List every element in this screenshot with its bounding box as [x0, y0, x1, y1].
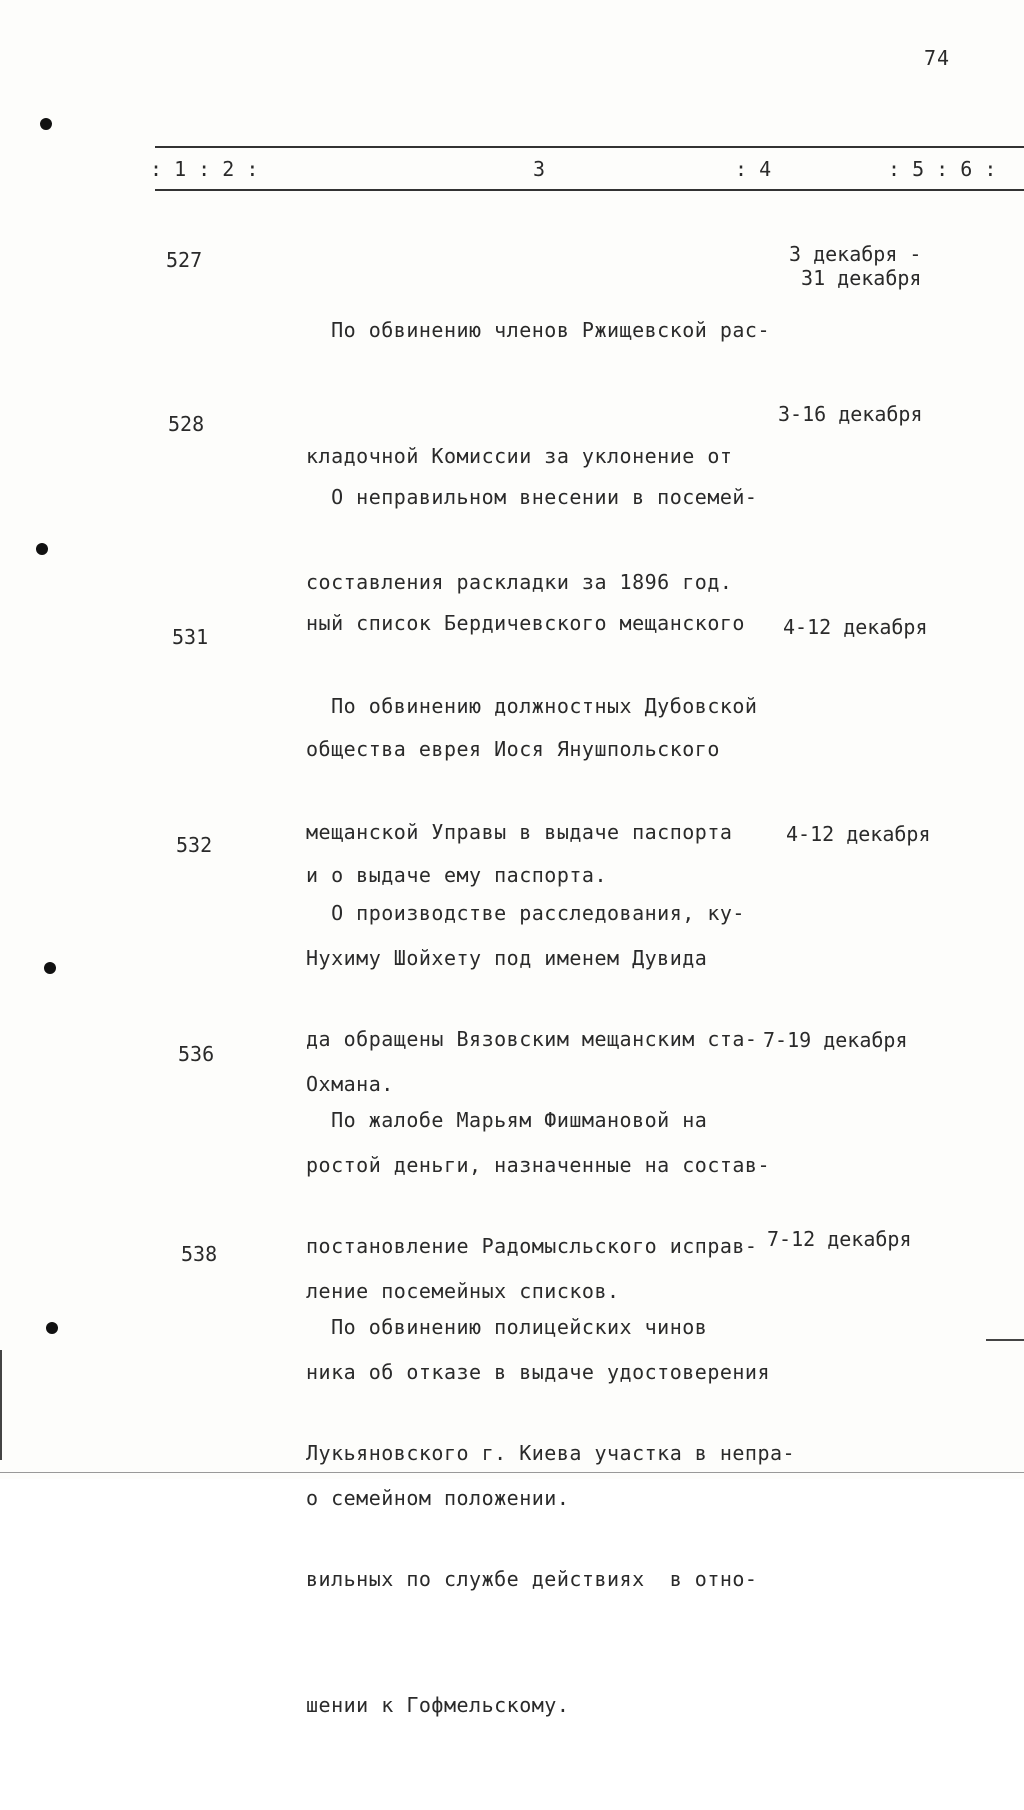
column-header-4: : 4 — [735, 157, 772, 181]
column-header-1-2: : 1 : 2 : — [150, 157, 259, 181]
entry-number: 538 — [181, 1242, 218, 1266]
entry-line: кладочной Комиссии за уклонение от — [306, 444, 733, 468]
entry-line: ный список Бердичевского мещанского — [306, 611, 745, 635]
entry-line: мещанской Управы в выдаче паспорта — [306, 820, 733, 844]
entry-line: О неправильном внесении в посемей- — [306, 485, 758, 509]
entry-number: 527 — [166, 248, 203, 272]
entry-line: постановление Радомысльского исправ- — [306, 1234, 758, 1258]
entry-date: 3-16 декабря — [778, 402, 923, 426]
entry-line: О производстве расследования, ку- — [306, 901, 745, 925]
entry-description — [306, 1222, 796, 1810]
entry-date: 4-12 декабря — [783, 615, 928, 639]
punch-hole-icon — [36, 543, 48, 555]
entry-line: общества еврея Иося Янушпольского — [306, 737, 720, 761]
entry-line: По обвинению членов Ржищевской рас- — [306, 318, 771, 342]
column-header-3: 3 — [533, 157, 546, 181]
entry-number: 531 — [172, 625, 209, 649]
entry-date: 3 декабря - 31 декабря — [789, 242, 922, 290]
column-header-row — [150, 157, 1024, 185]
entry-date: 4-12 декабря — [786, 822, 931, 846]
entry-line: Лукьяновского г. Киева участка в непра- — [306, 1441, 796, 1465]
entry-line: По обвинению должностных Дубовской — [306, 694, 758, 718]
entry-line: составления раскладки за 1896 год. — [306, 570, 733, 594]
entry-line: ника об отказе в выдаче удостоверения — [306, 1360, 771, 1384]
entry-line: и о выдаче ему паспорта. — [306, 863, 607, 887]
entry-number: 528 — [168, 412, 205, 436]
header-bottom-rule — [155, 189, 1024, 191]
entry-number: 532 — [176, 833, 213, 857]
entry-line: По обвинению полицейских чинов — [306, 1315, 708, 1339]
entry-line: ление посемейных списков. — [306, 1279, 620, 1303]
header-top-rule — [155, 146, 1024, 148]
entry-line: вильных по службе действиях в отно- — [306, 1567, 758, 1591]
entry-number: 536 — [178, 1042, 215, 1066]
entry-line: Нухиму Шойхету под именем Дувида — [306, 946, 708, 970]
punch-hole-icon — [46, 1322, 58, 1334]
entry-line: шении к Гофмельскому. — [306, 1693, 570, 1717]
column-header-5-6: : 5 : 6 : — [888, 157, 997, 181]
entry-line: ростой деньги, назначенные на состав- — [306, 1153, 771, 1177]
entry-line: Охмана. — [306, 1072, 394, 1096]
entry-line: о семейном положении. — [306, 1486, 570, 1510]
edge-mark — [986, 1339, 1024, 1341]
entry-date: 7-12 декабря — [767, 1227, 912, 1251]
entry-line: По жалобе Марьям Фишмановой на — [306, 1108, 708, 1132]
page-number: 74 — [924, 46, 951, 70]
edge-mark — [0, 1350, 2, 1460]
punch-hole-icon — [44, 962, 56, 974]
entry-line: да обращены Вязовским мещанским ста- — [306, 1027, 758, 1051]
punch-hole-icon — [40, 118, 52, 130]
entry-date: 7-19 декабря — [763, 1028, 908, 1052]
